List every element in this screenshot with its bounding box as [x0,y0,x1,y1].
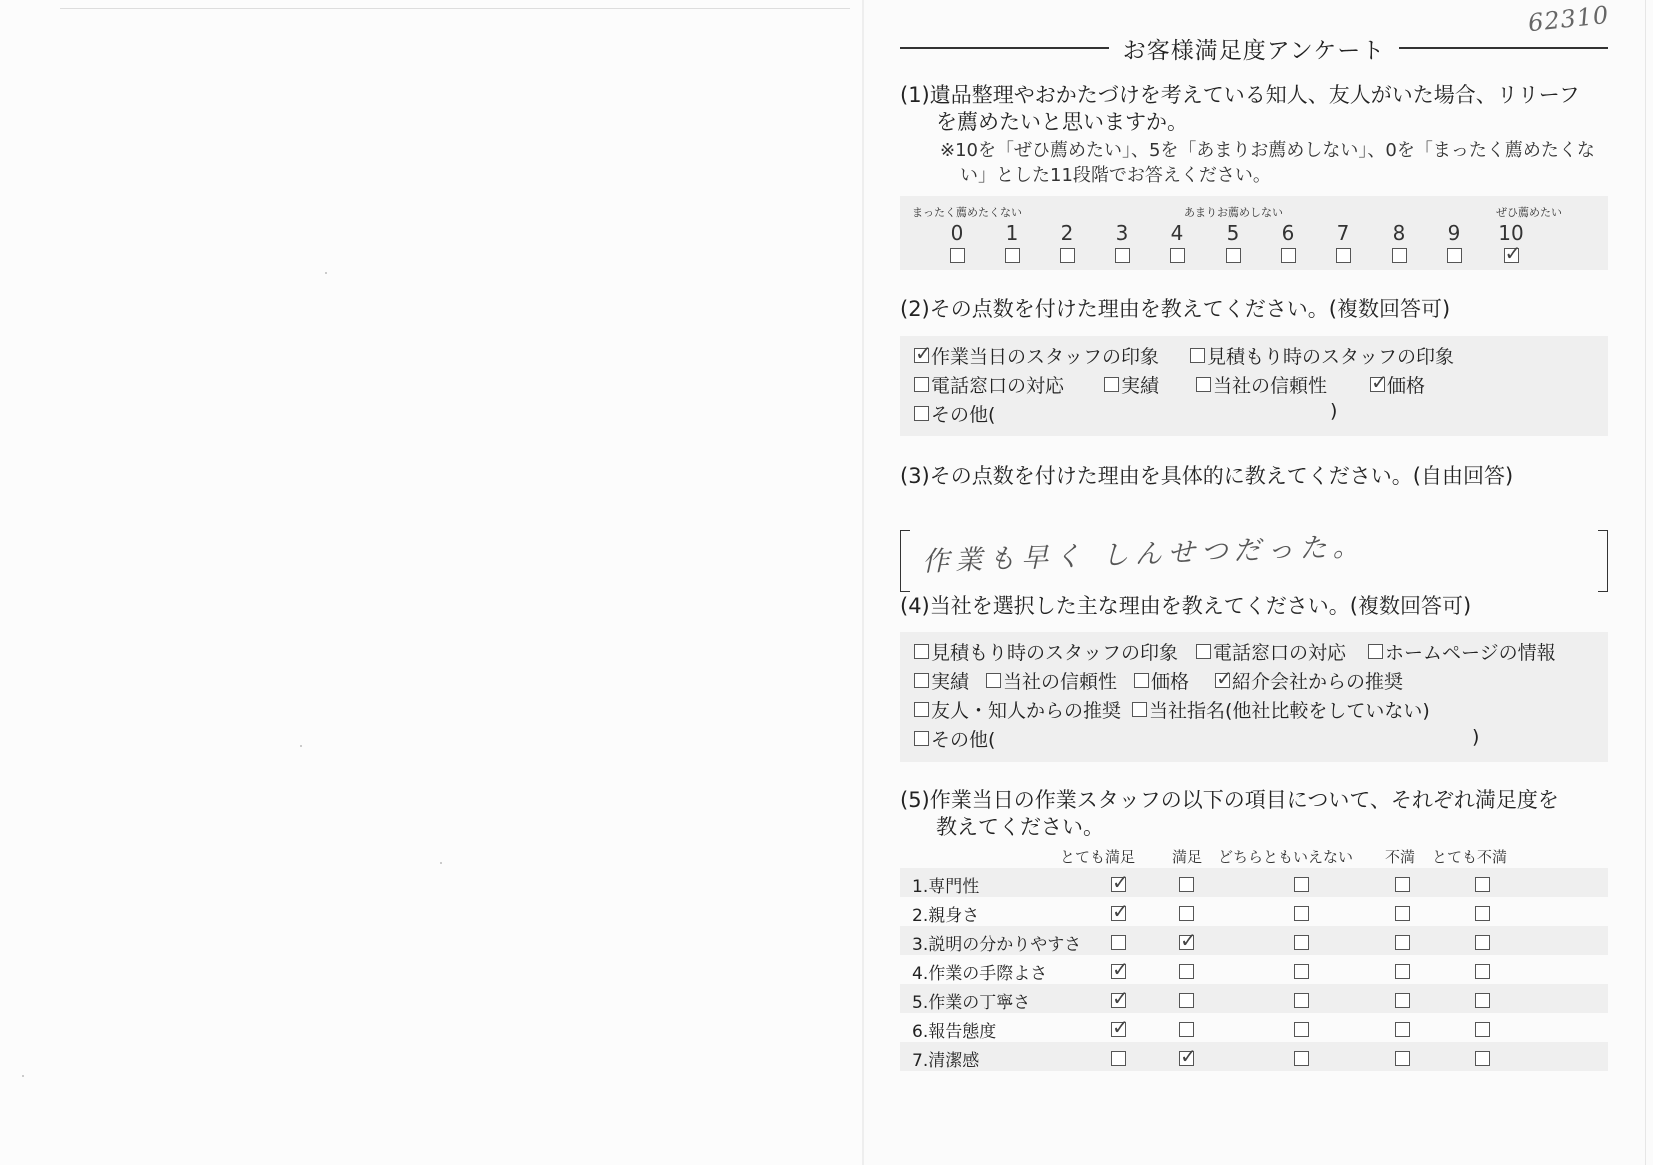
q2-option-label: 作業当日のスタッフの印象 [931,346,1160,368]
q4-option[interactable] [1134,667,1189,694]
q5-rating-checkbox[interactable] [1111,1051,1126,1066]
scan-speck [440,862,442,864]
q2-checkbox[interactable] [1190,348,1205,363]
q5-rating-checkbox[interactable] [1179,877,1194,892]
q5-column-header: 不満 [1385,848,1416,866]
q2-checkbox[interactable] [1370,370,1388,394]
q5-cell [1475,961,1490,980]
q5-row [900,955,1608,984]
check-mark-icon: ✓ [1371,370,1388,394]
q5-rating-checkbox[interactable] [1475,993,1490,1008]
q1-note-line2: い」とした11段階でお答えください。 [960,165,1271,186]
q5-rating-checkbox[interactable] [1294,877,1309,892]
q2-checkbox[interactable] [914,377,929,392]
scale-option-0 [942,222,972,263]
scale-number: 0 [950,221,964,245]
q5-rating-checkbox[interactable] [1294,906,1309,921]
check-mark-icon: ✓ [1112,1015,1129,1039]
q5-row [900,984,1608,1013]
q5-cell [1179,874,1194,893]
q4-text: 当社を選択した主な理由を教えてください。(複数回答可) [929,594,1472,618]
q5-cell [1475,932,1490,951]
title-rule-left [900,47,1109,49]
answer-bracket-right [1598,530,1608,592]
scale-checkbox-0[interactable] [950,248,965,263]
q5-rating-checkbox[interactable] [1111,986,1129,1010]
check-mark-icon: ✓ [1112,957,1129,981]
q5-cell [1395,874,1410,893]
q2-checkbox[interactable] [1104,377,1119,392]
q5-cell [1475,903,1490,922]
q5-rating-checkbox[interactable] [1475,1051,1490,1066]
scale-option-10 [1496,222,1526,263]
q5-cell [1395,961,1410,980]
scale-number: 8 [1392,221,1406,245]
q2-question [900,296,1610,323]
q5-text-line2: 教えてください。 [936,815,1104,839]
q5-cell [1294,903,1309,922]
q4-option-label: 当社の信頼性 [1003,671,1118,693]
q5-cell [1179,990,1194,1009]
q4-checkbox[interactable] [1132,702,1147,717]
scale-option-6 [1273,222,1303,263]
q2-option-label: その他( [931,404,996,426]
q2-checkbox[interactable] [1196,377,1211,392]
q4-option-label: 友人・知人からの推奨 [931,700,1122,722]
q2-option[interactable] [914,371,1064,398]
check-mark-icon: ✓ [1112,899,1129,923]
scale-label-high: ぜひ薦めたい [1496,206,1562,219]
q2-checkbox[interactable] [914,406,929,421]
q1-text-line1: 遺品整理やおかたづけを考えている知人、友人がいた場合、リリーフ [929,83,1580,107]
q4-option[interactable] [914,696,1121,723]
check-mark-icon: ✓ [1180,1044,1197,1068]
scale-checkbox-1[interactable] [1005,248,1020,263]
q5-rating-checkbox[interactable] [1179,964,1194,979]
q5-cell [1111,899,1129,923]
q4-checkbox[interactable] [914,702,929,717]
scale-checkbox-7[interactable] [1336,248,1351,263]
scale-checkbox-2[interactable] [1060,248,1075,263]
q4-option-label: 見積もり時のスタッフの印象 [931,642,1179,664]
q5-rating-checkbox[interactable] [1294,935,1309,950]
q1-scale-area [900,196,1608,270]
scale-option-4 [1162,222,1192,263]
q5-rating-checkbox[interactable] [1395,935,1410,950]
q4-option[interactable] [1196,638,1346,665]
q1-number: (1) [900,83,930,107]
q4-option-label: 電話窓口の対応 [1213,642,1347,664]
q5-rating-checkbox[interactable] [1111,935,1126,950]
q5-cell [1179,1044,1197,1068]
q5-rating-checkbox[interactable] [1294,1022,1309,1037]
scale-number: 6 [1281,221,1295,245]
scale-checkbox-3[interactable] [1115,248,1130,263]
q5-cell [1294,1019,1309,1038]
q4-checkbox[interactable] [914,673,929,688]
scale-number: 2 [1060,221,1074,245]
q5-row-label: 2.親身さ [912,906,980,926]
q1-note-line1: ※10を「ぜひ薦めたい」、5を「あまりお薦めしない」、0を「まったく薦めたくな [940,140,1595,161]
q2-number: (2) [900,297,930,321]
q4-checkbox[interactable] [1368,644,1383,659]
q5-cell [1111,870,1129,894]
q5-rating-checkbox[interactable] [1179,1022,1194,1037]
q5-rating-checkbox[interactable] [1179,928,1197,952]
q5-cell [1294,990,1309,1009]
q5-rating-checkbox[interactable] [1179,993,1194,1008]
q3-answer-box[interactable] [900,530,1608,592]
q4-option-label: 紹介会社からの推奨 [1232,671,1404,693]
scale-number: 5 [1226,221,1240,245]
q2-option[interactable] [1196,371,1327,398]
check-mark-icon: ✓ [1112,870,1129,894]
q4-checkbox[interactable] [1215,666,1233,690]
q5-row [900,926,1608,955]
scale-option-8 [1384,222,1414,263]
page-fold [862,0,864,1165]
q4-checkbox[interactable] [914,644,929,659]
q5-rating-checkbox[interactable] [1111,1015,1129,1039]
title-rule-right [1399,47,1608,49]
q2-option[interactable] [1370,371,1425,398]
q5-cell [1179,903,1194,922]
q5-rating-checkbox[interactable] [1294,1051,1309,1066]
scale-number: 9 [1447,221,1461,245]
scan-right-edge [1645,0,1646,1165]
q5-question [900,787,1610,841]
q5-cell [1395,1019,1410,1038]
q5-cell [1395,1048,1410,1067]
answer-bracket-left [900,530,910,592]
q4-question [900,593,1610,620]
q5-rating-checkbox[interactable] [1395,1022,1410,1037]
q3-handwritten-answer: 作業も早く しんせつだった。 [921,531,1367,578]
q5-cell [1179,928,1197,952]
q5-cell [1179,961,1194,980]
q2-option-label: 見積もり時のスタッフの印象 [1207,346,1455,368]
q2-option[interactable] [1190,342,1454,369]
q5-cell [1111,1048,1126,1067]
q5-rating-checkbox[interactable] [1294,964,1309,979]
scan-speck [325,272,327,274]
q4-option-label: ホームページの情報 [1385,642,1556,664]
q4-option[interactable] [1132,696,1430,723]
q3-text: その点数を付けた理由を具体的に教えてください。(自由回答) [929,464,1514,488]
q5-rating-checkbox[interactable] [1475,1022,1490,1037]
survey-title: お客様満足度アンケート [1122,37,1386,64]
q2-option-label: 価格 [1387,375,1426,397]
scale-checkbox-10[interactable] [1504,240,1522,265]
title-row [900,33,1608,63]
q5-text-line1: 作業当日の作業スタッフの以下の項目について、それぞれ満足度を [929,788,1559,812]
scale-option-1 [997,222,1027,263]
q4-option-label: 価格 [1151,671,1190,693]
q2-other-close-paren: ) [1330,400,1338,422]
q5-rating-checkbox[interactable] [1475,935,1490,950]
q5-cell [1111,1015,1129,1039]
q1-note [940,138,1608,188]
q5-row [900,868,1608,897]
q5-column-header: とても不満 [1432,848,1508,866]
scale-checkbox-8[interactable] [1392,248,1407,263]
scale-option-7 [1328,222,1358,263]
q4-checkbox[interactable] [914,731,929,746]
q5-cell [1395,903,1410,922]
q5-rating-checkbox[interactable] [1111,957,1129,981]
scale-label-mid: あまりお薦めしない [1184,206,1283,219]
scan-speck [300,745,302,747]
q5-rating-checkbox[interactable] [1395,906,1410,921]
scale-number: 4 [1170,221,1184,245]
q5-cell [1111,932,1126,951]
q5-rating-checkbox[interactable] [1395,877,1410,892]
q5-rating-checkbox[interactable] [1111,899,1129,923]
q4-option[interactable] [914,725,995,752]
check-mark-icon: ✓ [1112,986,1129,1010]
q4-number: (4) [900,594,930,618]
scale-option-2 [1052,222,1082,263]
q5-cell [1475,1048,1490,1067]
scale-checkbox-6[interactable] [1281,248,1296,263]
q5-cell [1294,961,1309,980]
q1-question [900,82,1610,136]
q5-cell [1111,986,1129,1010]
q5-rating-checkbox[interactable] [1475,877,1490,892]
q1-text-line2: を薦めたいと思いますか。 [936,110,1188,134]
q2-option-label: 当社の信頼性 [1213,375,1328,397]
q5-rating-checkbox[interactable] [1111,870,1129,894]
q5-rating-checkbox[interactable] [1395,993,1410,1008]
q4-checkbox[interactable] [986,673,1001,688]
q5-row-label: 1.専門性 [912,877,980,897]
q5-cell [1395,990,1410,1009]
q4-option[interactable] [986,667,1117,694]
q5-row-label: 3.説明の分かりやすさ [912,935,1082,955]
q5-cell [1395,932,1410,951]
q5-cell [1111,957,1129,981]
q5-rating-checkbox[interactable] [1395,964,1410,979]
q4-option[interactable] [914,638,1178,665]
q5-cell [1475,1019,1490,1038]
scale-number: 1 [1005,221,1019,245]
q2-text: その点数を付けた理由を教えてください。(複数回答可) [929,297,1451,321]
q5-rating-checkbox[interactable] [1179,906,1194,921]
q2-option-label: 実績 [1121,375,1160,397]
scale-checkbox-5[interactable] [1226,248,1241,263]
q5-cell [1294,874,1309,893]
scale-number: 10 [1498,221,1524,245]
q4-option[interactable] [1368,638,1556,665]
scale-checkbox-4[interactable] [1170,248,1185,263]
q4-checkbox[interactable] [1134,673,1149,688]
q5-row-label: 5.作業の丁寧さ [912,993,1031,1013]
q5-rating-checkbox[interactable] [1294,993,1309,1008]
q5-row [900,1013,1608,1042]
q4-options-area [900,632,1608,762]
q4-option-label: その他( [931,729,996,751]
scan-edge-line [60,8,850,9]
q5-cell [1294,932,1309,951]
q2-option[interactable] [914,342,1159,369]
q5-cell [1294,1048,1309,1067]
serial-number: 62310 [1526,0,1611,38]
scale-number: 7 [1336,221,1350,245]
scale-checkbox-9[interactable] [1447,248,1462,263]
q5-row [900,897,1608,926]
q4-other-close-paren: ) [1472,726,1480,748]
scale-number: 3 [1115,221,1129,245]
q4-option[interactable] [1215,667,1403,694]
q3-number: (3) [900,464,930,488]
q2-options-area [900,336,1608,436]
q4-option[interactable] [914,667,969,694]
q5-row-label: 7.清潔感 [912,1051,980,1071]
survey-sheet [900,0,1610,1165]
q4-checkbox[interactable] [1196,644,1211,659]
scale-label-low: まったく薦めたくない [912,206,1022,219]
q2-option-label: 電話窓口の対応 [931,375,1065,397]
q5-column-header: とても満足 [1060,848,1136,866]
q4-option-label: 当社指名(他社比較をしていない) [1149,700,1430,722]
q5-rating-checkbox[interactable] [1395,1051,1410,1066]
q2-option[interactable] [1104,371,1159,398]
q5-cell [1179,1019,1194,1038]
scale-option-9 [1439,222,1469,263]
q5-number: (5) [900,788,930,812]
q3-question [900,463,1610,490]
check-mark-icon: ✓ [1216,666,1233,690]
q5-column-header: どちらともいえない [1218,848,1354,866]
q5-row-label: 4.作業の手際よさ [912,964,1048,984]
check-mark-icon: ✓ [1180,928,1197,952]
check-mark-icon: ✓ [915,341,932,365]
q5-rating-checkbox[interactable] [1179,1044,1197,1068]
scan-speck [22,1075,24,1077]
q5-column-header: 満足 [1172,848,1203,866]
q5-row [900,1042,1608,1071]
q5-rating-checkbox[interactable] [1475,964,1490,979]
q5-cell [1475,990,1490,1009]
check-mark-icon: ✓ [1504,240,1522,265]
scale-option-5 [1218,222,1248,263]
q4-option-label: 実績 [931,671,970,693]
scale-option-3 [1107,222,1137,263]
q5-cell [1475,874,1490,893]
q2-checkbox[interactable] [914,341,932,365]
q5-rating-checkbox[interactable] [1475,906,1490,921]
q5-row-label: 6.報告態度 [912,1022,997,1042]
q2-option[interactable] [914,400,995,427]
